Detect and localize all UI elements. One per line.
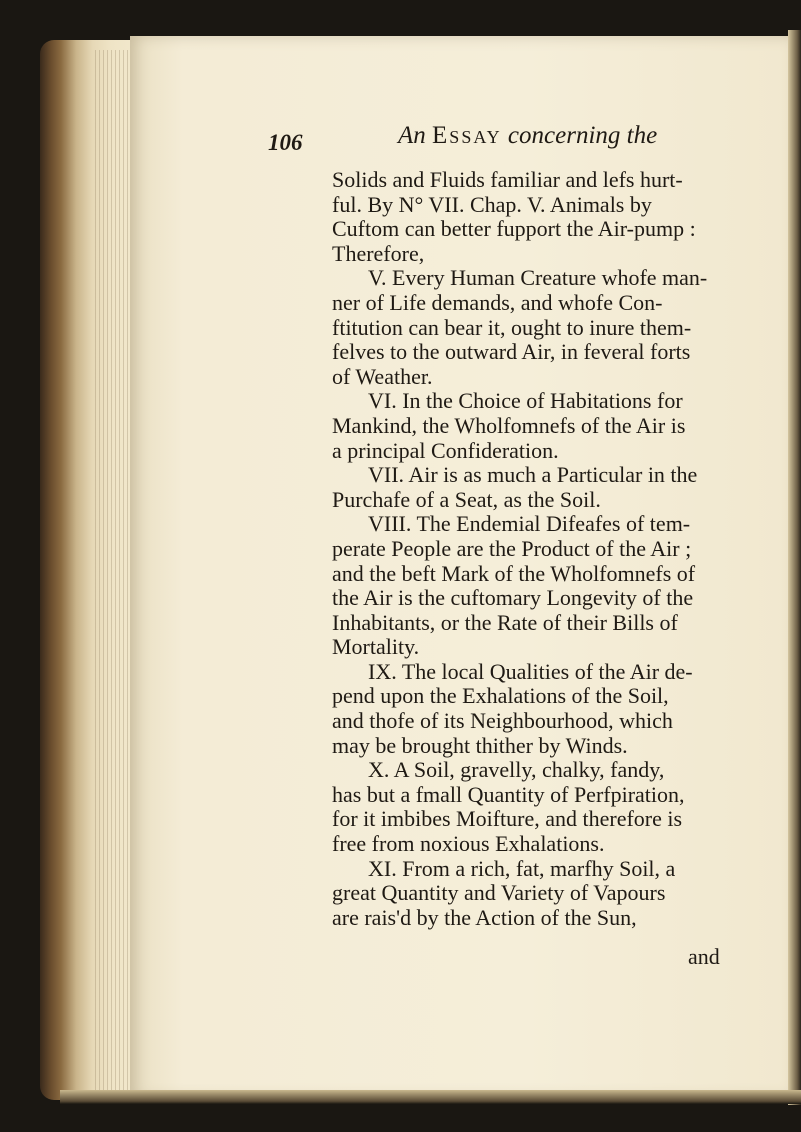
text-line: felves to the outward Air, in feveral forts	[332, 339, 691, 365]
text-line: free from noxious Exhalations.	[332, 831, 605, 857]
text-line: IX. The local Qualities of the Air de-	[368, 658, 693, 684]
text-line: VIII. The Endemial Difeafes of tem-	[368, 511, 691, 537]
text-line: Solids and Fluids familiar and lefs hurt-	[332, 167, 683, 192]
text-line: VII. Air is as much a Particular in the	[368, 462, 698, 488]
running-title-an: An	[398, 122, 426, 149]
text-line: Purchafe of a Seat, as the Soil.	[332, 486, 601, 512]
body-text	[332, 168, 742, 930]
text-line: of Weather.	[332, 363, 433, 389]
text-line: ftitution can bear it, ought to inure them-	[332, 314, 692, 340]
text-line: are rais'd by the Action of the Sun,	[332, 904, 637, 930]
page-edge-right	[788, 30, 801, 1105]
page-edges-left	[95, 50, 135, 1090]
text-line: Mankind, the Wholfomnefs of the Air is	[332, 412, 686, 438]
text-line: and the beft Mark of the Wholfomnefs of	[332, 560, 696, 586]
text-line: and thofe of its Neighbourhood, which	[332, 708, 673, 734]
text-line: Inhabitants, or the Rate of their Bills of	[332, 609, 678, 635]
page-number: 106	[268, 130, 303, 155]
catchword: and	[688, 944, 720, 969]
text-line: ful. By N° VII. Chap. V. Animals by	[332, 191, 652, 217]
page-edge-bottom	[60, 1090, 801, 1104]
text-line: Cuftom can better fupport the Air-pump :	[332, 216, 696, 242]
text-line: great Quantity and Variety of Vapours	[332, 880, 666, 906]
text-line: perate People are the Product of the Air ;	[332, 535, 692, 561]
text-line: pend upon the Exhalations of the Soil,	[332, 683, 669, 709]
text-line: a principal Confideration.	[332, 437, 559, 463]
text-line: X. A Soil, gravelly, chalky, fandy,	[368, 757, 665, 783]
text-line: may be brought thither by Winds.	[332, 732, 628, 758]
running-title-essay: Essay	[432, 122, 502, 149]
text-line: VI. In the Choice of Habitations for	[368, 388, 683, 414]
text-line: Mortality.	[332, 634, 420, 660]
text-line: the Air is the cuftomary Longevity of the	[332, 585, 694, 611]
running-title	[398, 122, 657, 150]
running-title-concerning: concerning the	[507, 122, 658, 149]
text-line: V. Every Human Creature whofe man-	[368, 265, 708, 291]
text-line: has but a fmall Quantity of Perfpiration,	[332, 781, 685, 807]
text-line: XI. From a rich, fat, marfhy Soil, a	[368, 855, 676, 881]
text-line: Therefore,	[332, 240, 425, 266]
text-line: for it imbibes Moifture, and therefore is	[332, 806, 683, 832]
text-line: ner of Life demands, and whofe Con-	[332, 289, 663, 315]
